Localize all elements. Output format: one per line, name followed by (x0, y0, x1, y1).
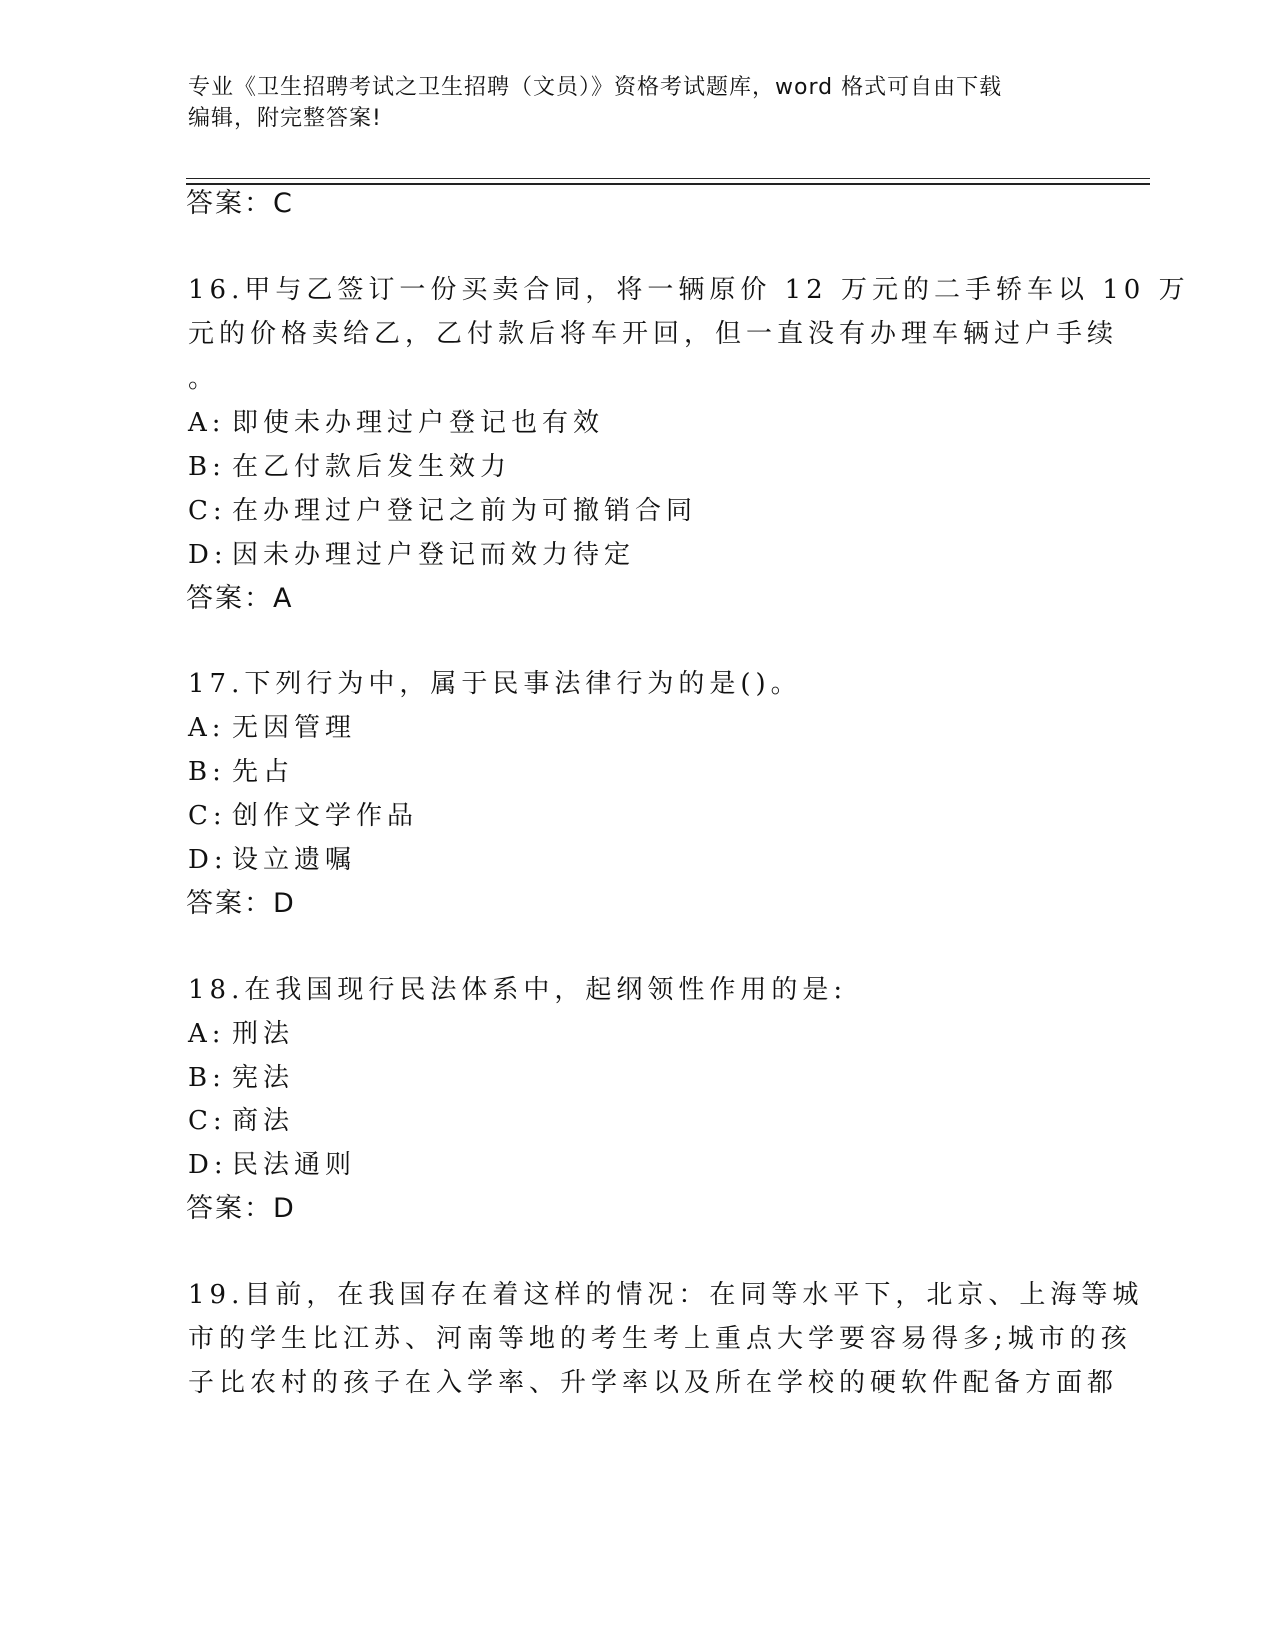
option-text: 在乙付款后发生效力 (232, 452, 512, 482)
option-text: 商法 (232, 1106, 295, 1136)
question-16-option-a (188, 406, 1088, 440)
option-letter: A: (188, 713, 226, 743)
option-letter: D: (188, 1150, 228, 1180)
option-letter: C: (188, 496, 227, 526)
option-text: 民法通则 (232, 1150, 357, 1180)
option-letter: A: (188, 1019, 226, 1049)
header-line-2: 编辑，附完整答案! (188, 106, 382, 131)
option-letter: B: (188, 1063, 226, 1093)
question-17-option-a (188, 711, 1088, 745)
header-divider-thick (186, 183, 1150, 185)
question-16-answer: 答案：A (186, 583, 294, 614)
question-18-answer: 答案：D (186, 1193, 296, 1224)
option-text: 即使未办理过户登记也有效 (232, 408, 605, 438)
question-16-line-1: 16.甲与乙签订一份买卖合同，将一辆原价 12 万元的二手轿车以 10 万 (188, 275, 1190, 305)
question-18-option-d (188, 1148, 1088, 1182)
header-line-1: 专业《卫生招聘考试之卫生招聘（文员）》资格考试题库，word 格式可自由下载 (188, 75, 1003, 100)
answer-label: 答案：C (186, 188, 294, 219)
question-19-line-1: 19.目前，在我国存在着这样的情况：在同等水平下，北京、上海等城 (188, 1280, 1144, 1310)
question-17-option-c (188, 799, 1088, 833)
question-18-option-c (188, 1104, 1088, 1138)
question-16-option-b (188, 450, 1088, 484)
option-text: 创作文学作品 (232, 801, 419, 831)
option-letter: D: (188, 845, 228, 875)
option-letter: B: (188, 452, 226, 482)
option-text: 设立遗嘱 (232, 845, 357, 875)
question-19-line-3: 子比农村的孩子在入学率、升学率以及所在学校的硬软件配备方面都 (188, 1368, 1119, 1398)
question-18-line-1: 18.在我国现行民法体系中，起纲领性作用的是: (188, 975, 848, 1005)
document-header (188, 72, 1068, 134)
question-16-option-c (188, 494, 1088, 528)
option-text: 无因管理 (232, 713, 357, 743)
option-text: 刑法 (232, 1019, 295, 1049)
option-letter: D: (188, 540, 228, 570)
question-19-line-2: 市的学生比江苏、河南等地的考生考上重点大学要容易得多;城市的孩 (188, 1324, 1132, 1354)
question-18-option-a (188, 1017, 1088, 1051)
question-16-line-2: 元的价格卖给乙，乙付款后将车开回，但一直没有办理车辆过户手续 (188, 319, 1119, 349)
option-letter: A: (188, 408, 226, 438)
question-16-line-3: 。 (188, 364, 220, 394)
question-17-option-b (188, 755, 1088, 789)
question-17-answer: 答案：D (186, 888, 296, 919)
question-17-option-d (188, 843, 1088, 877)
option-text: 宪法 (232, 1063, 295, 1093)
question-17-line-1: 17.下列行为中，属于民事法律行为的是()。 (188, 669, 802, 699)
option-letter: B: (188, 757, 226, 787)
option-text: 先占 (232, 757, 295, 787)
question-16-option-d (188, 538, 1088, 572)
option-letter: C: (188, 801, 227, 831)
option-letter: C: (188, 1106, 227, 1136)
option-text: 因未办理过户登记而效力待定 (232, 540, 636, 570)
option-text: 在办理过户登记之前为可撤销合同 (232, 496, 698, 526)
header-divider-thin (186, 178, 1150, 179)
question-18-option-b (188, 1061, 1088, 1095)
